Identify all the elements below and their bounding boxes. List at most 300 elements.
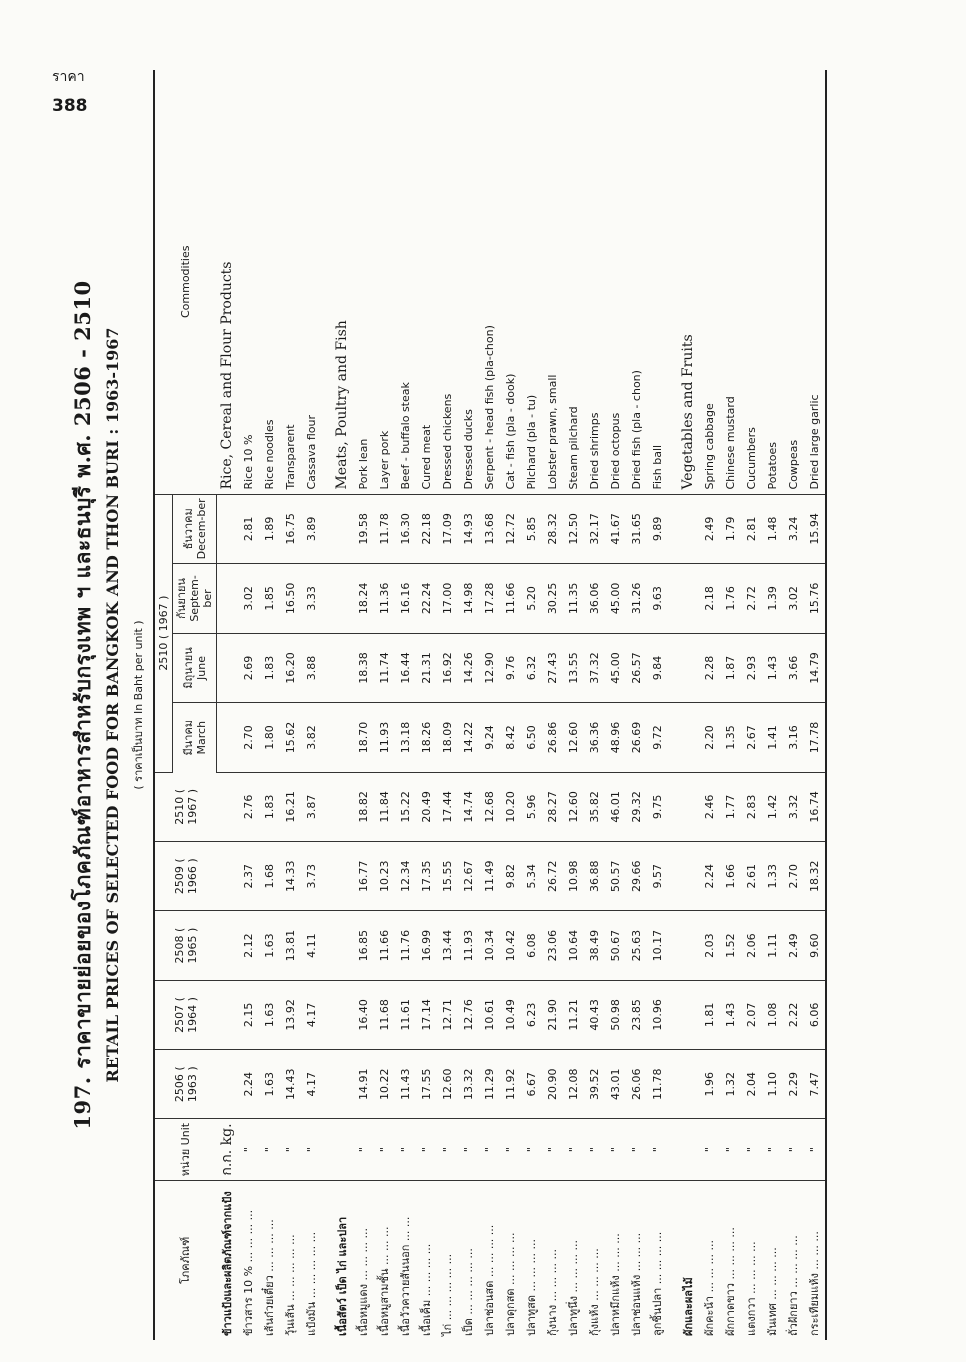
unit-cell: " xyxy=(458,1119,479,1180)
unit-cell: " xyxy=(626,1119,647,1180)
price-cell: 28.27 xyxy=(542,772,563,841)
price-cell: 11.43 xyxy=(395,1050,416,1119)
price-cell: 2.46 xyxy=(699,772,720,841)
unit-cell: " xyxy=(699,1119,720,1180)
commodity-thai: เส้นก๋วยเตี๋ยว ... ... ... ... xyxy=(263,1219,276,1336)
price-cell: 2.49 xyxy=(699,494,720,564)
price-cell: 11.49 xyxy=(479,842,500,911)
price-cell: 10.61 xyxy=(479,980,500,1049)
price-cell: 15.22 xyxy=(395,772,416,841)
empty-cell xyxy=(332,980,353,1049)
price-cell: 2.24 xyxy=(238,1050,259,1119)
price-cell: 13.68 xyxy=(479,494,500,564)
table-row xyxy=(521,70,542,1340)
commodity-thai: แตงกวา ... ... ... ... xyxy=(745,1241,758,1336)
empty-cell xyxy=(217,1050,239,1119)
price-cell: 26.72 xyxy=(542,842,563,911)
commodity-thai: ปลาทูสด ... ... ... ... xyxy=(525,1239,538,1336)
price-cell: 43.01 xyxy=(605,1050,626,1119)
table-row xyxy=(720,70,741,1340)
table-row xyxy=(804,70,826,1340)
price-cell: 16.16 xyxy=(395,564,416,634)
price-cell: 2.20 xyxy=(699,703,720,772)
price-cell: 12.68 xyxy=(479,772,500,841)
header-2510-group: 2510 ( 1967 ) xyxy=(154,494,173,772)
price-cell: 5.85 xyxy=(521,494,542,564)
price-cell: 11.21 xyxy=(563,980,584,1049)
price-cell: 11.76 xyxy=(395,911,416,980)
price-cell: 13.32 xyxy=(458,1050,479,1119)
commodity-english: Pork lean xyxy=(353,70,374,494)
commodity-english: Transparent xyxy=(280,70,301,494)
commodity-thai: เนื้อเค็ม ... ... ... ... xyxy=(420,1243,433,1336)
price-cell: 26.06 xyxy=(626,1050,647,1119)
header-2507: 2507 ( 1964 ) xyxy=(154,980,217,1049)
commodity-english: Fish ball xyxy=(647,70,668,494)
table-row xyxy=(374,70,395,1340)
section-header-row xyxy=(678,70,699,1340)
empty-cell xyxy=(678,911,699,980)
price-cell: 28.32 xyxy=(542,494,563,564)
price-cell: 12.34 xyxy=(395,842,416,911)
price-cell: 3.82 xyxy=(301,703,322,772)
price-cell: 2.70 xyxy=(783,842,804,911)
commodity-english: Cured meat xyxy=(416,70,437,494)
commodity-thai: เนื้อวัวควายสันนอก ... ... xyxy=(399,1216,412,1336)
price-cell: 2.07 xyxy=(741,980,762,1049)
table-row xyxy=(238,70,259,1340)
price-cell: 11.74 xyxy=(374,633,395,703)
price-cell: 17.28 xyxy=(479,564,500,634)
unit-cell: " xyxy=(783,1119,804,1180)
price-cell: 16.20 xyxy=(280,633,301,703)
empty-cell xyxy=(332,842,353,911)
price-cell: 13.92 xyxy=(280,980,301,1049)
price-cell: 2.29 xyxy=(783,1050,804,1119)
price-cell: 16.75 xyxy=(280,494,301,564)
price-cell: 45.00 xyxy=(605,564,626,634)
price-cell: 10.96 xyxy=(647,980,668,1049)
price-cell: 1.10 xyxy=(762,1050,783,1119)
commodity-english: Potatoes xyxy=(762,70,783,494)
section-header-row xyxy=(217,70,239,1340)
price-cell: 11.78 xyxy=(647,1050,668,1119)
empty-cell xyxy=(332,633,353,703)
rotated-table-page xyxy=(55,70,865,1340)
price-cell: 1.08 xyxy=(762,980,783,1049)
header-2508: 2508 ( 1965 ) xyxy=(154,911,217,980)
price-cell: 15.55 xyxy=(437,842,458,911)
price-cell: 50.57 xyxy=(605,842,626,911)
price-cell: 14.26 xyxy=(458,633,479,703)
price-cell: 16.44 xyxy=(395,633,416,703)
empty-cell xyxy=(217,494,239,564)
price-cell: 11.29 xyxy=(479,1050,500,1119)
commodity-english: Pilchard (pla - tu) xyxy=(521,70,542,494)
table-row xyxy=(762,70,783,1340)
price-cell: 16.92 xyxy=(437,633,458,703)
price-cell: 12.72 xyxy=(500,494,521,564)
commodity-english: Dried large garlic xyxy=(804,70,826,494)
price-cell: 2.81 xyxy=(741,494,762,564)
header-2510: 2510 ( 1967 ) xyxy=(154,772,217,841)
price-cell: 3.33 xyxy=(301,564,322,634)
price-cell: 1.80 xyxy=(259,703,280,772)
price-cell: 10.23 xyxy=(374,842,395,911)
price-cell: 1.63 xyxy=(259,911,280,980)
price-cell: 2.67 xyxy=(741,703,762,772)
table-row xyxy=(500,70,521,1340)
price-cell: 15.76 xyxy=(804,564,826,634)
price-cell: 21.31 xyxy=(416,633,437,703)
price-cell: 5.34 xyxy=(521,842,542,911)
price-cell: 1.63 xyxy=(259,980,280,1049)
price-cell: 6.50 xyxy=(521,703,542,772)
price-cell: 16.40 xyxy=(353,980,374,1049)
table-row xyxy=(395,70,416,1340)
price-cell: 22.18 xyxy=(416,494,437,564)
price-cell: 18.70 xyxy=(353,703,374,772)
price-cell: 10.98 xyxy=(563,842,584,911)
commodity-thai: ปลาช่อนสด ... ... ... ... xyxy=(483,1224,496,1336)
table-row xyxy=(301,70,322,1340)
price-cell: 14.79 xyxy=(804,633,826,703)
unit-cell: " xyxy=(395,1119,416,1180)
unit-note: ( ราคาเป็นบาท In Baht per unit ) xyxy=(132,620,145,790)
section-unit xyxy=(332,1119,353,1180)
price-cell: 14.98 xyxy=(458,564,479,634)
price-cell: 20.90 xyxy=(542,1050,563,1119)
price-cell: 2.03 xyxy=(699,911,720,980)
commodity-english: Layer pork xyxy=(374,70,395,494)
empty-cell xyxy=(332,1050,353,1119)
commodity-english: Beef - buffalo steak xyxy=(395,70,416,494)
unit-cell: " xyxy=(605,1119,626,1180)
commodity-english: Cucumbers xyxy=(741,70,762,494)
table-row xyxy=(542,70,563,1340)
unit-cell: " xyxy=(720,1119,741,1180)
price-cell: 11.66 xyxy=(500,564,521,634)
price-cell: 35.82 xyxy=(584,772,605,841)
price-cell: 48.96 xyxy=(605,703,626,772)
empty-cell xyxy=(217,564,239,634)
price-cell: 3.32 xyxy=(783,772,804,841)
commodity-english: Cat - fish (pla - dook) xyxy=(500,70,521,494)
unit-cell: " xyxy=(238,1119,259,1180)
price-cell: 18.82 xyxy=(353,772,374,841)
price-cell: 7.47 xyxy=(804,1050,826,1119)
commodity-thai: เนื้อหมูสามชั้น ... ... ... xyxy=(378,1226,391,1336)
price-cell: 31.65 xyxy=(626,494,647,564)
price-cell: 2.06 xyxy=(741,911,762,980)
price-cell: 3.02 xyxy=(238,564,259,634)
commodity-english: Lobster prawn, small xyxy=(542,70,563,494)
price-cell: 1.89 xyxy=(259,494,280,564)
commodity-thai: ปลาช่อนแห้ง ... ... ... xyxy=(630,1232,643,1336)
price-cell: 14.33 xyxy=(280,842,301,911)
table-row xyxy=(605,70,626,1340)
price-cell: 1.32 xyxy=(720,1050,741,1119)
unit-cell: " xyxy=(741,1119,762,1180)
section-title-thai: เนื้อสัตว์ เป็ด ไก่ และปลา xyxy=(336,1216,349,1336)
price-cell: 19.58 xyxy=(353,494,374,564)
price-cell: 46.01 xyxy=(605,772,626,841)
unit-cell: " xyxy=(301,1119,322,1180)
unit-cell: " xyxy=(259,1119,280,1180)
price-cell: 2.24 xyxy=(699,842,720,911)
empty-cell xyxy=(678,772,699,841)
price-cell: 2.70 xyxy=(238,703,259,772)
price-cell: 5.96 xyxy=(521,772,542,841)
empty-cell xyxy=(217,633,239,703)
price-cell: 2.61 xyxy=(741,842,762,911)
table-row xyxy=(563,70,584,1340)
price-cell: 11.92 xyxy=(500,1050,521,1119)
header-september: กันยายน Septem-ber xyxy=(173,564,217,634)
price-cell: 1.52 xyxy=(720,911,741,980)
price-cell: 2.49 xyxy=(783,911,804,980)
price-cell: 1.63 xyxy=(259,1050,280,1119)
price-cell: 31.26 xyxy=(626,564,647,634)
price-cell: 16.85 xyxy=(353,911,374,980)
price-cell: 36.88 xyxy=(584,842,605,911)
price-cell: 1.87 xyxy=(720,633,741,703)
price-cell: 17.78 xyxy=(804,703,826,772)
section-unit: ก.ก. kg. xyxy=(217,1119,239,1180)
header-commodity-thai: โภคภัณฑ์ xyxy=(179,1236,193,1284)
unit-cell: " xyxy=(479,1119,500,1180)
price-cell: 3.02 xyxy=(783,564,804,634)
price-cell: 11.68 xyxy=(374,980,395,1049)
table-row xyxy=(458,70,479,1340)
price-cell: 27.43 xyxy=(542,633,563,703)
price-cell: 11.93 xyxy=(458,911,479,980)
price-cell: 9.63 xyxy=(647,564,668,634)
price-cell: 15.62 xyxy=(280,703,301,772)
price-cell: 14.43 xyxy=(280,1050,301,1119)
price-cell: 3.87 xyxy=(301,772,322,841)
price-cell: 12.90 xyxy=(479,633,500,703)
commodity-english: Serpent - head fish (pla-chon) xyxy=(479,70,500,494)
header-2509: 2509 ( 1966 ) xyxy=(154,842,217,911)
price-cell: 1.66 xyxy=(720,842,741,911)
commodity-english: Rice noodles xyxy=(259,70,280,494)
price-cell: 45.00 xyxy=(605,633,626,703)
price-cell: 40.43 xyxy=(584,980,605,1049)
empty-cell xyxy=(217,703,239,772)
price-cell: 8.42 xyxy=(500,703,521,772)
price-cell: 10.22 xyxy=(374,1050,395,1119)
empty-cell xyxy=(217,842,239,911)
price-cell: 13.81 xyxy=(280,911,301,980)
price-cell: 25.63 xyxy=(626,911,647,980)
price-cell: 26.86 xyxy=(542,703,563,772)
commodity-thai: ผักคะน้า ... ... ... ... xyxy=(703,1239,716,1336)
price-cell: 12.67 xyxy=(458,842,479,911)
section-title-thai: ผักและผลไม้ xyxy=(682,1277,695,1336)
price-cell: 9.84 xyxy=(647,633,668,703)
price-cell: 1.77 xyxy=(720,772,741,841)
unit-cell: " xyxy=(437,1119,458,1180)
empty-cell xyxy=(678,633,699,703)
page-label: ราคา xyxy=(52,69,85,85)
table-row xyxy=(259,70,280,1340)
price-cell: 1.35 xyxy=(720,703,741,772)
commodity-english: Rice 10 % xyxy=(238,70,259,494)
section-unit xyxy=(678,1119,699,1180)
price-cell: 37.32 xyxy=(584,633,605,703)
unit-cell: " xyxy=(647,1119,668,1180)
price-cell: 6.32 xyxy=(521,633,542,703)
price-cell: 9.82 xyxy=(500,842,521,911)
price-cell: 6.67 xyxy=(521,1050,542,1119)
commodity-english: Dressed chickens xyxy=(437,70,458,494)
price-cell: 22.24 xyxy=(416,564,437,634)
unit-cell: " xyxy=(563,1119,584,1180)
section-gap xyxy=(322,70,332,1340)
commodity-thai: เนื้อหมูแดง ... ... ... ... xyxy=(357,1228,370,1336)
price-cell: 36.06 xyxy=(584,564,605,634)
price-cell: 10.49 xyxy=(500,980,521,1049)
section-title-thai: ข้าวแป้งและผลิตภัณฑ์จากแป้ง xyxy=(220,1191,234,1336)
commodity-thai: ถั่วฝักยาว ... ... ... ... xyxy=(787,1235,800,1336)
price-cell: 1.39 xyxy=(762,564,783,634)
price-cell: 2.93 xyxy=(741,633,762,703)
price-cell: 36.36 xyxy=(584,703,605,772)
price-cell: 1.42 xyxy=(762,772,783,841)
header-december: ธันวาคม Decem-ber xyxy=(173,494,217,564)
commodity-english: Dried shrimps xyxy=(584,70,605,494)
empty-cell xyxy=(332,703,353,772)
commodity-thai: วุ้นเส้น ... ... ... ... ... xyxy=(284,1234,297,1336)
commodity-english: Cassava flour xyxy=(301,70,322,494)
empty-cell xyxy=(217,980,239,1049)
price-cell: 15.94 xyxy=(804,494,826,564)
price-cell: 10.20 xyxy=(500,772,521,841)
empty-cell xyxy=(678,842,699,911)
price-cell: 2.22 xyxy=(783,980,804,1049)
header-commodities: Commodities xyxy=(154,70,217,494)
price-cell: 11.93 xyxy=(374,703,395,772)
commodity-thai: ปลาดุกสด ... ... ... ... xyxy=(504,1232,517,1336)
price-cell: 2.72 xyxy=(741,564,762,634)
page-number: 388 xyxy=(52,96,88,116)
price-cell: 1.68 xyxy=(259,842,280,911)
unit-cell: " xyxy=(584,1119,605,1180)
price-cell: 5.20 xyxy=(521,564,542,634)
commodity-english: Spring cabbage xyxy=(699,70,720,494)
price-cell: 12.60 xyxy=(563,772,584,841)
price-table xyxy=(153,70,827,1340)
table-row xyxy=(437,70,458,1340)
unit-cell: " xyxy=(416,1119,437,1180)
price-cell: 11.61 xyxy=(395,980,416,1049)
empty-cell xyxy=(678,980,699,1049)
table-row xyxy=(783,70,804,1340)
price-cell: 17.55 xyxy=(416,1050,437,1119)
table-row xyxy=(584,70,605,1340)
price-cell: 23.85 xyxy=(626,980,647,1049)
price-cell: 2.83 xyxy=(741,772,762,841)
commodity-thai: กุ้งแห้ง ... ... ... ... xyxy=(588,1248,601,1336)
commodity-thai: เป็ด ... ... ... ... ... xyxy=(462,1248,475,1336)
price-cell: 1.11 xyxy=(762,911,783,980)
price-cell: 1.79 xyxy=(720,494,741,564)
table-row xyxy=(741,70,762,1340)
price-cell: 1.81 xyxy=(699,980,720,1049)
price-cell: 17.35 xyxy=(416,842,437,911)
price-cell: 16.50 xyxy=(280,564,301,634)
price-cell: 1.43 xyxy=(762,633,783,703)
price-cell: 13.18 xyxy=(395,703,416,772)
price-cell: 10.17 xyxy=(647,911,668,980)
commodity-english: Steam pilchard xyxy=(563,70,584,494)
price-cell: 29.32 xyxy=(626,772,647,841)
price-cell: 6.23 xyxy=(521,980,542,1049)
price-cell: 12.08 xyxy=(563,1050,584,1119)
price-cell: 41.67 xyxy=(605,494,626,564)
price-cell: 3.73 xyxy=(301,842,322,911)
commodity-thai: ผักกาดขาว ... ... ... ... xyxy=(724,1227,737,1336)
header-unit: หน่วย Unit xyxy=(154,1119,217,1180)
unit-cell: " xyxy=(542,1119,563,1180)
header-2506: 2506 ( 1963 ) xyxy=(154,1050,217,1119)
price-cell: 50.67 xyxy=(605,911,626,980)
price-cell: 9.57 xyxy=(647,842,668,911)
section-header-row xyxy=(332,70,353,1340)
price-cell: 2.37 xyxy=(238,842,259,911)
price-cell: 12.76 xyxy=(458,980,479,1049)
section-title-english: Rice, Cereal and Flour Products xyxy=(217,70,239,494)
price-cell: 6.08 xyxy=(521,911,542,980)
price-cell: 9.75 xyxy=(647,772,668,841)
commodity-english: Cowpeas xyxy=(783,70,804,494)
unit-cell: " xyxy=(374,1119,395,1180)
commodity-thai: ไก่ ... ... ... ... ... xyxy=(441,1253,454,1336)
price-cell: 30.25 xyxy=(542,564,563,634)
price-cell: 3.66 xyxy=(783,633,804,703)
price-cell: 9.89 xyxy=(647,494,668,564)
price-cell: 4.11 xyxy=(301,911,322,980)
price-cell: 10.42 xyxy=(500,911,521,980)
price-cell: 12.60 xyxy=(437,1050,458,1119)
price-cell: 9.24 xyxy=(479,703,500,772)
price-cell: 18.24 xyxy=(353,564,374,634)
price-cell: 2.18 xyxy=(699,564,720,634)
price-cell: 12.50 xyxy=(563,494,584,564)
price-cell: 32.17 xyxy=(584,494,605,564)
price-cell: 9.60 xyxy=(804,911,826,980)
price-cell: 4.17 xyxy=(301,1050,322,1119)
price-cell: 1.83 xyxy=(259,633,280,703)
price-cell: 17.00 xyxy=(437,564,458,634)
table-row xyxy=(479,70,500,1340)
price-cell: 21.90 xyxy=(542,980,563,1049)
price-cell: 14.74 xyxy=(458,772,479,841)
commodity-thai: แป้งมัน ... ... ... ... ... xyxy=(305,1231,318,1336)
price-cell: 2.76 xyxy=(238,772,259,841)
price-cell: 10.64 xyxy=(563,911,584,980)
empty-cell xyxy=(332,911,353,980)
section-gap xyxy=(668,70,678,1340)
price-cell: 1.76 xyxy=(720,564,741,634)
table-row xyxy=(647,70,668,1340)
price-cell: 6.06 xyxy=(804,980,826,1049)
unit-cell: " xyxy=(804,1119,826,1180)
price-cell: 2.69 xyxy=(238,633,259,703)
commodity-thai: ปลาหมึกแห้ง ... ... ... xyxy=(609,1233,622,1336)
header-march: มีนาคม March xyxy=(173,703,217,772)
